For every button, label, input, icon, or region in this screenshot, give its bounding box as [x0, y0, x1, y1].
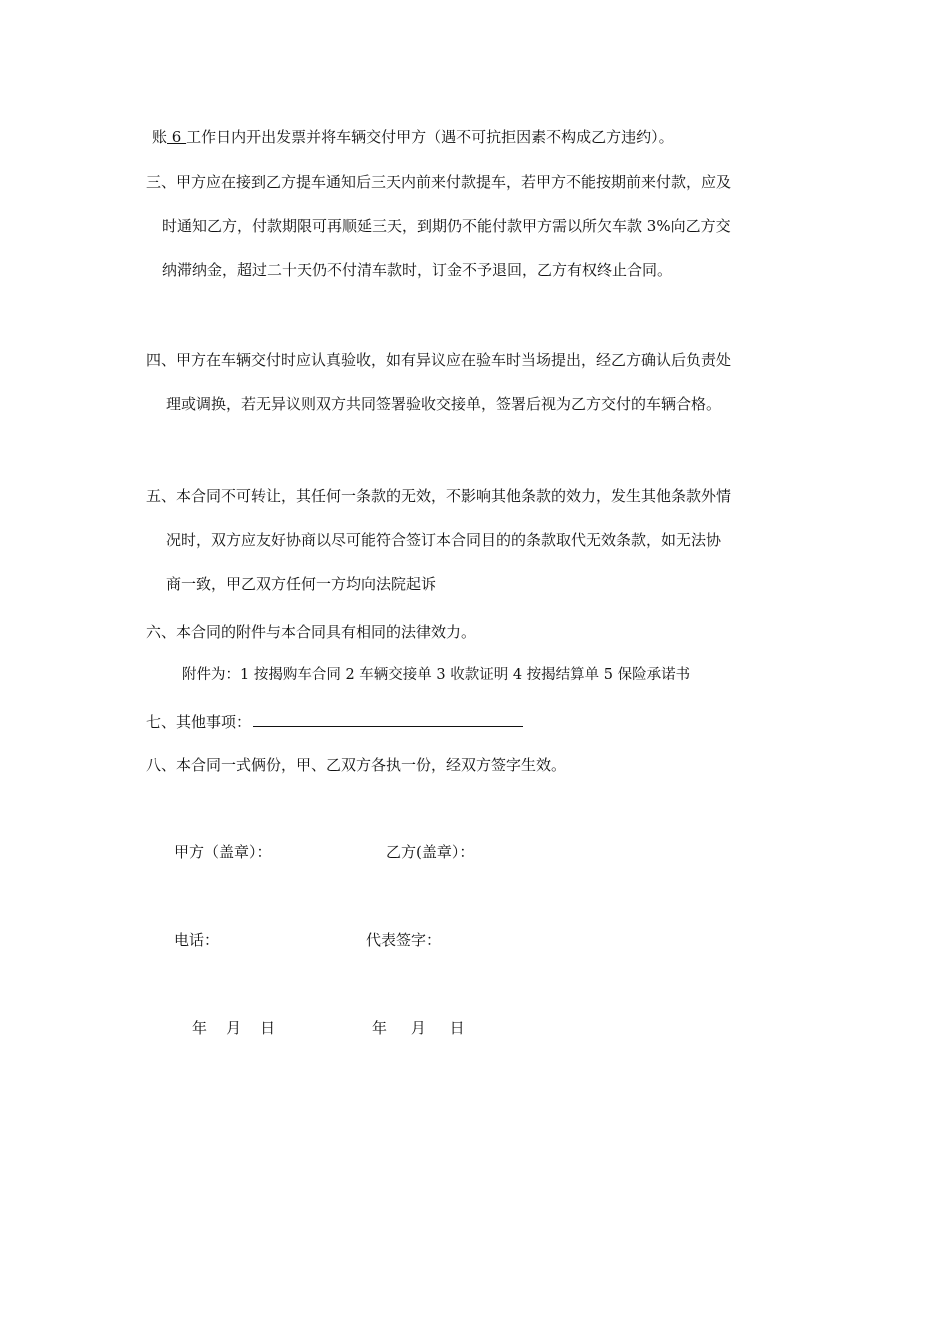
clause-3-line-2: 时通知乙方，付款期限可再顺延三天，到期仍不能付款甲方需以所欠车款 3%向乙方交: [162, 217, 731, 235]
clause-2-rest: 工作日内开出发票并将车辆交付甲方（遇不可抗拒因素不构成乙方违约）。: [186, 128, 674, 146]
clause-5-line-1: 五、本合同不可转让，其任何一条款的无效，不影响其他条款的效力，发生其他条款外情: [146, 487, 732, 505]
clause-2-tail: [152, 127, 674, 147]
clause-6: 六、本合同的附件与本合同具有相同的法律效力。: [146, 623, 477, 641]
party-a-seal-label: 甲方（盖章）：: [174, 843, 272, 861]
clause-4-line-1: 四、甲方在车辆交付时应认真验收，如有异议应在验车时当场提出，经乙方确认后负责处: [146, 351, 732, 369]
clause-2-prefix: 账: [152, 128, 168, 146]
date-party-b: 年 月 日: [372, 1019, 465, 1037]
clause-3-line-3: 纳滞纳金，超过二十天仍不付清车款时，订金不予退回，乙方有权终止合同。: [162, 261, 673, 279]
clause-4-line-2: 理或调换，若无异议则双方共同签署验收交接单，签署后视为乙方交付的车辆合格。: [166, 395, 722, 413]
clause-5-line-3: 商一致，甲乙双方任何一方均向法院起诉: [166, 575, 437, 593]
other-matters-blank: [253, 710, 523, 727]
rep-sign-label: 代表签字：: [366, 931, 442, 949]
date-party-a: 年 月 日: [192, 1019, 276, 1037]
clause-2-days: 6: [167, 128, 187, 146]
clause-7-label: 七、其他事项：: [146, 713, 252, 731]
attachments-list: 附件为：1 按揭购车合同 2 车辆交接单 3 收款证明 4 按揭结算单 5 保险承诺书: [182, 667, 691, 683]
clause-7: [146, 710, 523, 730]
clause-5-line-2: 况时，双方应友好协商以尽可能符合签订本合同目的的条款取代无效条款，如无法协: [166, 531, 722, 549]
party-b-seal-label: 乙方(盖章）：: [386, 843, 475, 861]
clause-3-line-1: 三、甲方应在接到乙方提车通知后三天内前来付款提车，若甲方不能按期前来付款，应及: [146, 173, 732, 191]
clause-8: 八、本合同一式俩份，甲、乙双方各执一份，经双方签字生效。: [146, 756, 567, 774]
phone-label: 电话：: [174, 931, 220, 949]
